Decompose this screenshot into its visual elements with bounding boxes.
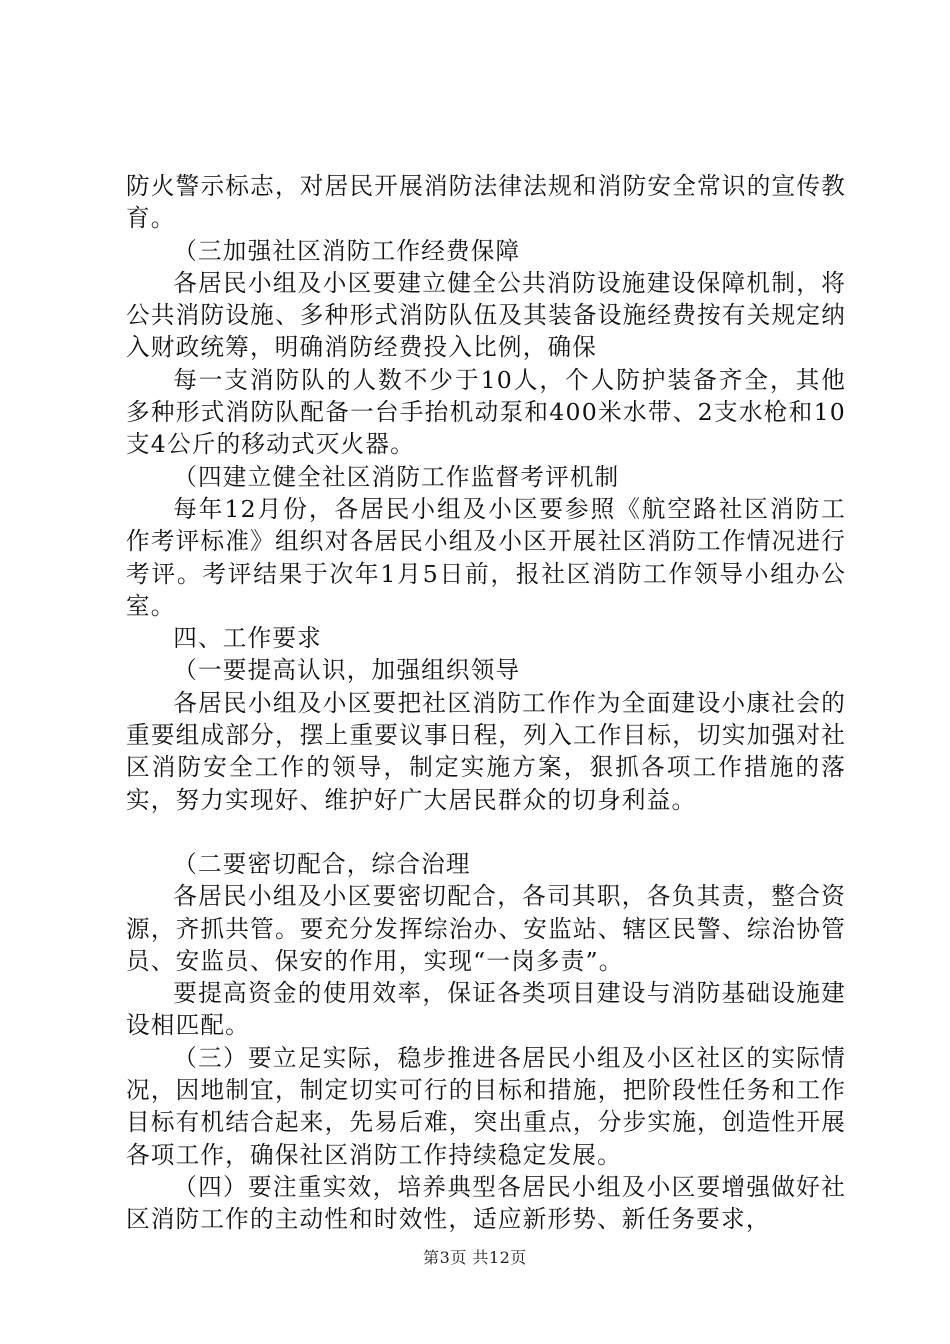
paragraph: 各居民小组及小区要把社区消防工作作为全面建设小康社会的重要组成部分，摆上重要议事日程，列入工作目标，切实加强对社区消防安全工作的领导，制定实施方案，狠抓各项工作措施的落实，努力实现好、维护好广大居民群众的切身利益。 (126, 688, 846, 814)
section-heading: （一要提高认识，加强组织领导 (173, 656, 521, 685)
page-number: 第3页 共12页 (423, 1248, 527, 1267)
section-heading: （四建立健全社区消防工作监督考评机制 (173, 462, 620, 491)
paragraph: 各居民小组及小区要密切配合，各司其职，各负其责，整合资源，齐抓共管。要充分发挥综治办、安监站、辖区民警、综治协管员、安监员、保安的作用，实现“一岗多责”。 (126, 882, 846, 975)
paragraph: 每年12月份，各居民小组及小区要参照《航空路社区消防工作考评标准》组织对各居民小组及小区开展社区消防工作情况进行考评。考评结果于次年1月5日前，报社区消防工作领导小组办公室。 (126, 494, 846, 620)
paragraph: 每一支消防队的人数不少于10人，个人防护装备齐全，其他多种形式消防队配备一台手抬机动泵和400米水带、2支水枪和10支4公斤的移动式灭火器。 (126, 365, 846, 459)
section-heading: （三加强社区消防工作经费保障 (173, 236, 521, 265)
paragraph: （三）要立足实际，稳步推进各居民小组及小区社区的实际情况，因地制宜，制定切实可行的目标和措施，把阶段性任务和工作目标有机结合起来，先易后难，突出重点，分步实施，创造性开展各项工作，确保社区消防工作持续稳定发展。 (126, 1043, 846, 1169)
paragraph: 各居民小组及小区要建立健全公共消防设施建设保障机制，将公共消防设施、多种形式消防队伍及其装备设施经费按有关规定纳入财政统筹，明确消防经费投入比例，确保 (126, 268, 846, 362)
paragraph: 防火警示标志，对居民开展消防法律法规和消防安全常识的宣传教育。 (126, 172, 846, 233)
document-body (126, 170, 846, 1236)
section-heading: 四、工作要求 (173, 624, 322, 653)
page-footer (0, 1245, 950, 1268)
paragraph: （四）要注重实效，培养典型各居民小组及小区要增强做好社区消防工作的主动性和时效性，适应新形势、新任务要求， (126, 1172, 846, 1234)
paragraph: 要提高资金的使用效率，保证各类项目建设与消防基础设施建设相匹配。 (126, 979, 846, 1040)
section-heading: （二要密切配合，综合治理 (173, 849, 471, 878)
